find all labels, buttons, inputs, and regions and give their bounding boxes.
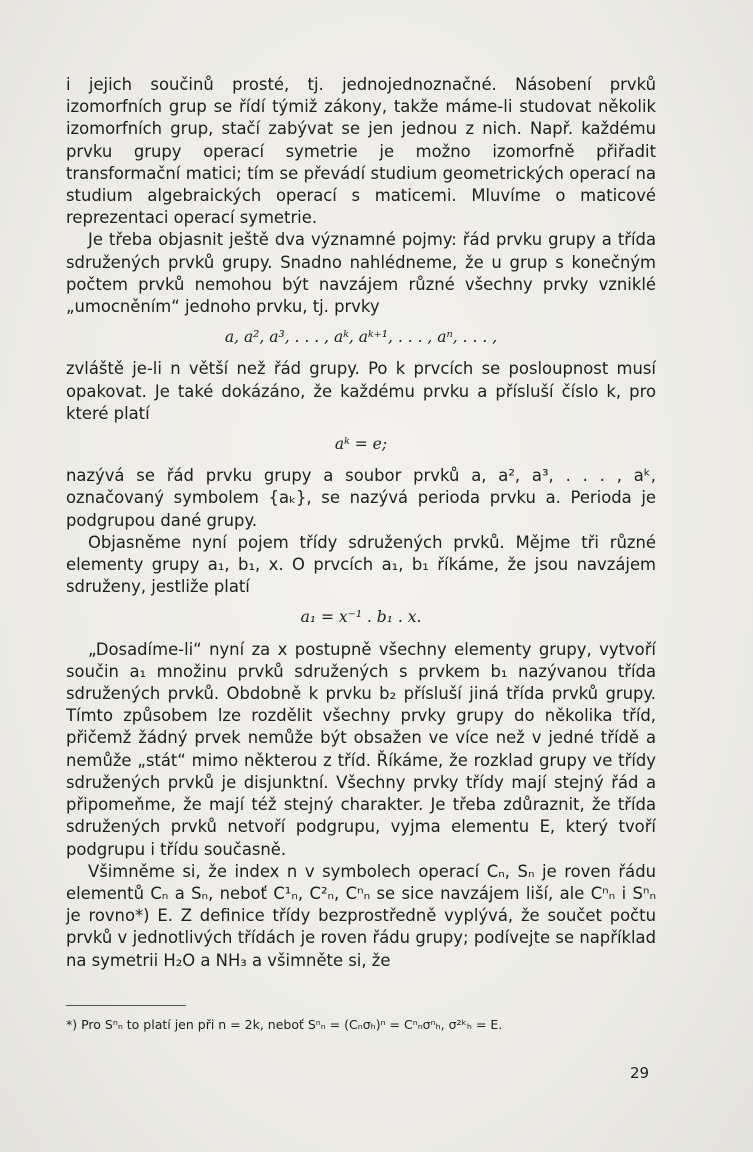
equation-sequence: a, a², a³, . . . , aᵏ, aᵏ⁺¹, . . . , aⁿ, . . . , <box>224 328 498 347</box>
paragraph-5: Objasněme nyní pojem třídy sdružených prvků. Mějme tři různé elementy grupy a₁, b₁, x. O prvcích a₁, b₁ říkáme, že jsou navzájem sdruženy, jestliže platí <box>66 532 656 597</box>
equation-order: aᵏ = e; <box>334 435 388 454</box>
paragraph-6: „Dosadíme-li“ nyní za x postupně všechny elementy grupy, vytvoří součin a₁ množinu prvků sdružených s prvkem b₁ nazývanou třída sdružených prvků. Obdobně k prvku b₂ přísluší jiná třída prvků grupy. Tímto způsobem lze rozdělit všechny prvky grupy do několika tříd, přičemž žádný prvek nemůže být obsažen ve více než v jedné třídě a nemůže „stát“ mimo některou z tříd. Říkáme, že rozklad grupy ve třídy sdružených prvků je disjunktní. Všechny prvky třídy mají stejný řád a připomeňme, že mají též stejný charakter. Je třeba zdůraznit, že třída sdružených prvků netvoří podgrupu, vyjma elementu E, který tvoří podgrupu i třídu současně. <box>66 639 656 859</box>
page-number: 29 <box>630 1064 650 1082</box>
footnote: *) Pro Sⁿₙ to platí jen při n = 2k, neboť Sⁿₙ = (Cₙσₕ)ⁿ = Cⁿₙσⁿₕ, σ²ᵏₕ = E. <box>66 1017 503 1032</box>
footnote-divider <box>66 1005 186 1006</box>
paragraph-4: nazývá se řád prvku grupy a soubor prvků a, a², a³, . . . , aᵏ, označovaný symbolem {aₖ}, se nazývá perioda prvku a. Perioda je podgrupou dané grupy. <box>66 466 656 530</box>
equation-conjugate: a₁ = x⁻¹ . b₁ . x. <box>300 608 422 627</box>
paragraph-3: zvláště je-li n větší než řád grupy. Po k prvcích se posloupnost musí opakovat. Je také dokázáno, že každému prvku a přísluší číslo k, pro které platí <box>66 359 656 423</box>
main-text <box>66 74 656 972</box>
paragraph-2: Je třeba objasnit ještě dva významné pojmy: řád prvku grupy a třída sdružených prvků grupy. Snadno nahlédneme, že u grup s konečným počtem prvků nemohou být navzájem různé všechny prvky vzniklé „umocněním“ jednoho prvku, tj. prvky <box>66 230 656 317</box>
paragraph-7: Všimněme si, že index n v symbolech operací Cₙ, Sₙ je roven řádu elementů Cₙ a Sₙ, neboť C¹ₙ, C²ₙ, Cⁿₙ se sice navzájem liší, ale Cⁿₙ i Sⁿₙ je rovno*) E. Z definice třídy bezprostředně vyplývá, že součet počtu prvků v jednotlivých třídách je roven řádu grupy; podívejte se například na symetrii H₂O a NH₃ a všimněte si, že <box>66 861 656 970</box>
paragraph-1: i jejich součinů prosté, tj. jednojednoznačné. Násobení prvků izomorfních grup se řídí týmiž zákony, takže máme-li studovat několik izomorfních grup, stačí zabývat se jen jednou z nich. Např. každému prvku grupy operací symetrie je možno izomorfně přiřadit transformační matici; tím se převádí studium geometrických operací na studium algebraických operací s maticemi. Mluvíme o maticové reprezentaci operací symetrie. <box>66 75 656 228</box>
